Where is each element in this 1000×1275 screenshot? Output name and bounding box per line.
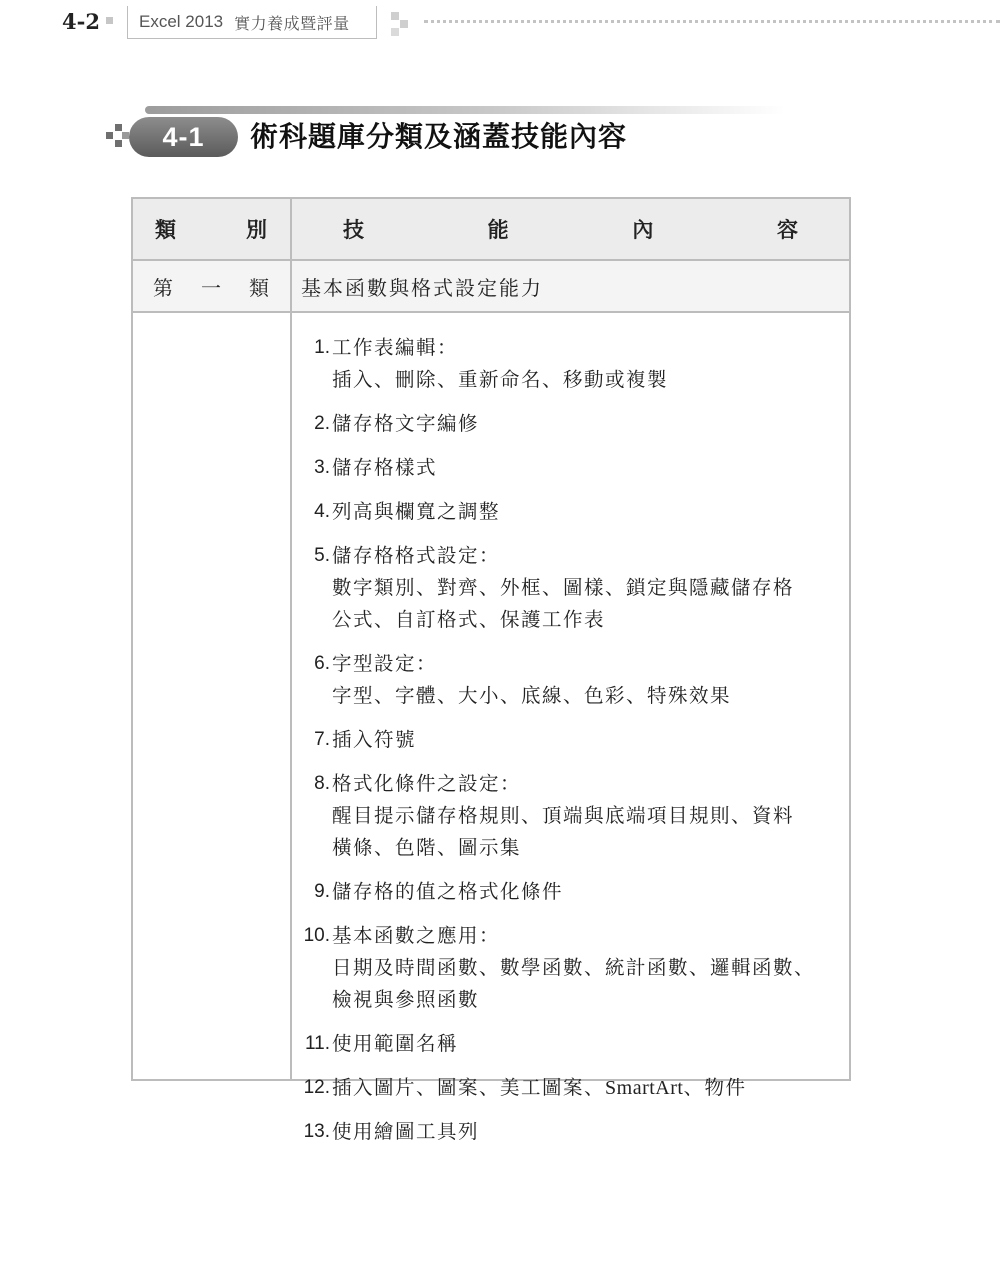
- skill-item-11: 11. 使用範圍名稱: [304, 1032, 459, 1055]
- section-number-badge: 4-1: [129, 117, 238, 157]
- header-square-decoration: [106, 17, 113, 24]
- category-name: 第 一 類: [153, 275, 269, 300]
- skill-item-6: 6. 字型設定： 字型、字體、大小、底線、色彩、特殊效果: [314, 652, 732, 707]
- page-number: 4-2: [62, 9, 100, 34]
- skill-item-13: 13. 使用繪圖工具列: [303, 1120, 480, 1143]
- skill-item-10: 10. 基本函數之應用： 日期及時間函數、數學函數、統計函數、邏輯函數、 檢視與參照函數: [303, 924, 816, 1011]
- category-description: 基本函數與格式設定能力: [301, 275, 543, 300]
- section-title: 術科題庫分類及涵蓋技能內容: [250, 120, 628, 153]
- header-book-label: [127, 6, 377, 39]
- skill-item-4: 4. 列高與欄寬之調整: [314, 500, 501, 523]
- skill-item-3: 3. 儲存格樣式: [314, 456, 438, 479]
- table-column-divider: [290, 199, 292, 1079]
- header-category: 類 別: [155, 218, 267, 242]
- header-dotted-rule: [424, 20, 1000, 23]
- skill-item-2: 2. 儲存格文字編修: [314, 412, 480, 435]
- skill-list: [300, 332, 848, 1160]
- skill-item-1: 1. 工作表編輯： 插入、刪除、重新命名、移動或複製: [314, 336, 669, 391]
- skill-item-5: 5. 儲存格格式設定： 數字類別、對齊、外框、圖樣、鎖定與隱藏儲存格 公式、自訂格式、保護工作表: [314, 544, 795, 631]
- header-book-title: Excel 2013: [139, 12, 224, 31]
- skill-item-8: 8. 格式化條件之設定： 醒目提示儲存格規則、頂端與底端項目規則、資料 橫條、色階、圖示集: [314, 772, 795, 859]
- section-title-bar: [145, 106, 785, 114]
- skill-item-7: 7. 插入符號: [314, 728, 417, 751]
- skills-table: [131, 197, 851, 1143]
- skill-item-12: 12. 插入圖片、圖案、美工圖案、SmartArt、物件: [303, 1076, 747, 1099]
- header-skills: 技 能 內 容: [343, 218, 798, 242]
- header-book-subtitle: 實力養成暨評量: [234, 13, 350, 33]
- skill-item-9: 9. 儲存格的值之格式化條件: [314, 880, 564, 903]
